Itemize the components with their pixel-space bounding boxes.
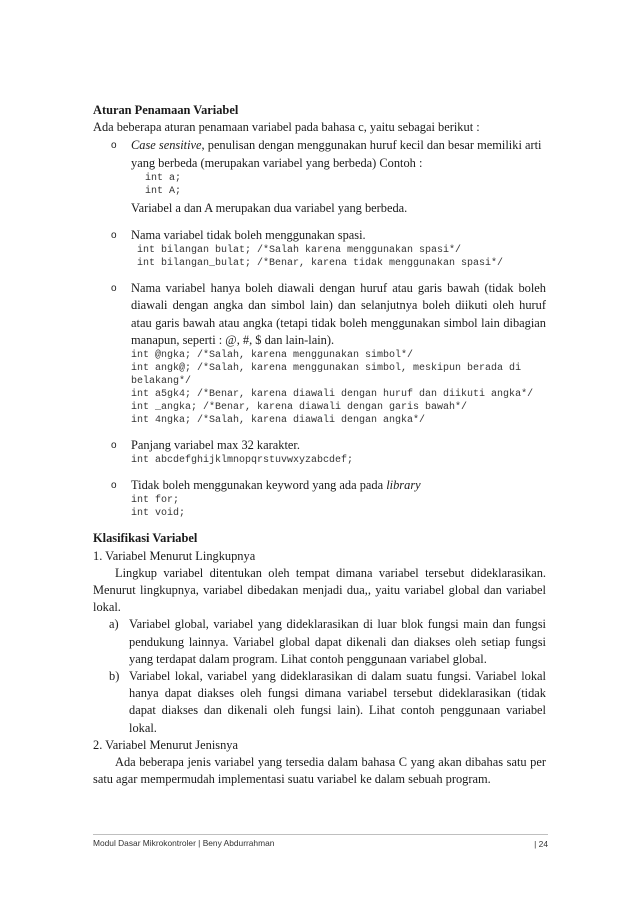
code-line: int bilangan bulat; /*Salah karena menggunakan spasi*/ <box>137 245 462 257</box>
subsection-title: 2. Variabel Menurut Jenisnya <box>93 737 238 752</box>
rule-note: Variabel a dan A merupakan dua variabel yang berbeda. <box>131 200 408 215</box>
list-item-number: a) <box>109 617 119 632</box>
code-block <box>93 244 546 270</box>
bullet-marker: o <box>111 230 117 242</box>
rule-no-space <box>93 227 546 244</box>
code-line: int _angka; /*Benar, karena diawali dengan garis bawah*/ <box>131 402 468 414</box>
code-line: int a5gk4; /*Benar, karena diawali dengan huruf dan diikuti angka*/ <box>131 389 534 401</box>
code-line: int angk@; /*Salah, karena menggunakan simbol, meskipun berada di <box>131 363 522 375</box>
rule-text: Tidak boleh menggunakan keyword yang ada pada <box>131 478 387 493</box>
subsection-title: 1. Variabel Menurut Lingkupnya <box>93 548 256 563</box>
code-line: int bilangan_bulat; /*Benar, karena tidak menggunakan spasi*/ <box>137 258 504 270</box>
bullet-marker: o <box>111 283 117 295</box>
list-item-number: b) <box>109 669 120 684</box>
footer-title: Modul Dasar Mikrokontroler | Beny Abdurrahman <box>93 838 275 848</box>
code-line: int @ngka; /*Salah, karena menggunakan simbol*/ <box>131 350 414 362</box>
page-number: | 24 <box>534 839 548 849</box>
bullet-marker: o <box>111 480 117 492</box>
bullet-marker: o <box>111 140 117 152</box>
rule-text: Nama variabel hanya boleh diawali dengan huruf atau garis bawah (tidak boleh diawali dengan angka dan simbol lain) dan selanjutnya boleh diikuti oleh huruf atau garis bawah atau angka (tetapi tidak boleh menggunakan simbol lain dibagian manapun, seperti : @, #, $ dan lain-lain). <box>131 281 546 347</box>
page-footer <box>93 834 548 848</box>
code-line: int 4ngka; /*Salah, karena diawali dengan angka*/ <box>131 415 426 427</box>
code-block <box>93 494 546 520</box>
section-title-aturan: Aturan Penamaan Variabel <box>93 103 239 117</box>
code-line: int for; <box>131 495 180 507</box>
list-item-global <box>93 616 546 668</box>
list-item-local <box>93 668 546 737</box>
paragraph: Ada beberapa jenis variabel yang tersedia dalam bahasa C yang akan dibahas satu per satu agar mempermudah implementasi suatu variabel ke dalam sebuah program. <box>93 755 546 787</box>
code-block <box>93 349 546 427</box>
rule-case-sensitive <box>93 137 546 171</box>
rule-max-length <box>93 437 546 454</box>
page-content <box>93 102 546 788</box>
rule-no-keyword <box>93 477 546 494</box>
list-item-text: Variabel lokal, variabel yang dideklarasikan di dalam suatu fungsi. Variabel lokal hanya dapat diakses oleh fungsi dimana variabel tersebut dideklarasikan (tidak dapat diakses dan dikenali oleh fungsi lain). Lihat contoh penggunaan variabel lokal. <box>129 669 546 735</box>
bullet-marker: o <box>111 440 117 452</box>
intro-text: Ada beberapa aturan penamaan variabel pada bahasa c, yaitu sebagai berikut : <box>93 120 480 135</box>
rule-text: , penulisan dengan menggunakan huruf kecil dan besar memiliki arti yang berbeda (merupakan variabel yang berbeda) Contoh : <box>131 138 542 170</box>
rule-text: Nama variabel tidak boleh menggunakan spasi. <box>131 228 366 243</box>
code-block <box>93 172 546 198</box>
rule-start-char <box>93 280 546 349</box>
rule-italic-term: library <box>386 478 421 493</box>
list-item-text: Variabel global, variabel yang dideklarasikan di luar blok fungsi main dan fungsi pendukung lainnya. Variabel global dapat dikenali dan diakses oleh setiap fungsi yang terdapat dalam program. Lihat contoh penggunaan variabel global. <box>129 617 546 666</box>
rule-text: Panjang variabel max 32 karakter. <box>131 438 300 453</box>
code-line: int void; <box>131 508 186 520</box>
code-line: int abcdefghijklmnopqrstuvwxyzabcdef; <box>131 455 354 467</box>
rule-italic-term: Case sensitive <box>131 138 202 153</box>
code-block <box>93 454 546 467</box>
paragraph: Lingkup variabel ditentukan oleh tempat dimana variabel tersebut dideklarasikan. Menurut lingkupnya, variabel dibedakan menjadi dua,, yaitu variabel global dan variabel lokal. <box>93 565 546 615</box>
code-line: int a; <box>145 172 182 184</box>
code-line: belakang*/ <box>131 376 192 388</box>
section-title-klasifikasi: Klasifikasi Variabel <box>93 531 198 546</box>
code-line: int A; <box>145 185 182 197</box>
